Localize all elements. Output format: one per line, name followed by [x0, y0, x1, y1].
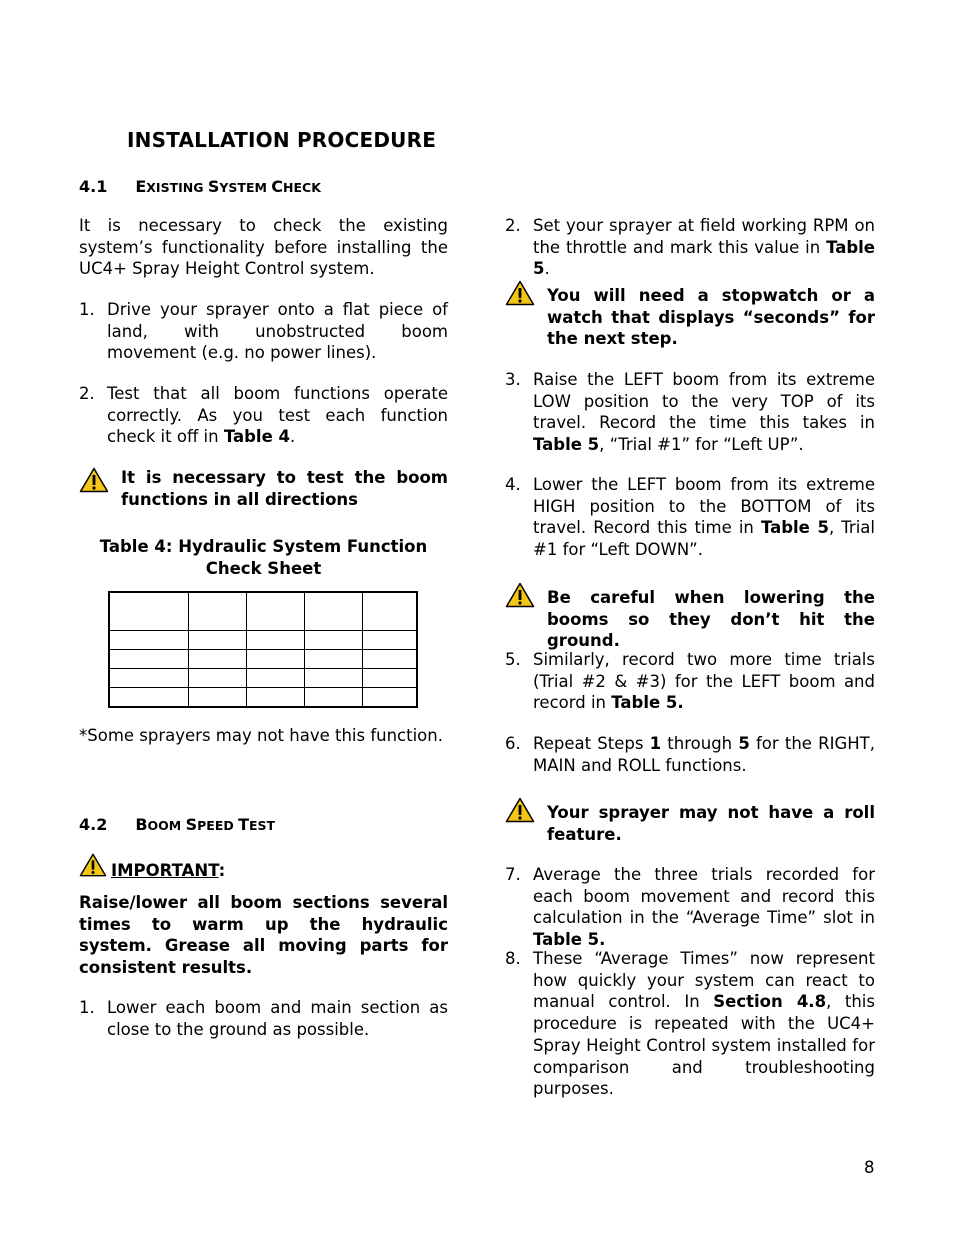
warning-careful-lowering: Be careful when lowering the booms so they don’t hit the ground. — [505, 582, 875, 626]
warning-roll-feature: Your sprayer may not have a roll feature. — [505, 797, 875, 841]
table-row — [109, 631, 417, 650]
warning-test-all-directions: It is necessary to test the boom functions in all directions — [79, 467, 448, 511]
warning-stopwatch: You will need a stopwatch or a watch that displays “seconds” for the next step. — [505, 280, 875, 346]
table-4-caption: Table 4: Hydraulic System Function Check Sheet — [99, 537, 428, 578]
section-4-2-heading: 4.2 BOOM SPEED TEST — [79, 815, 276, 834]
table-row — [109, 592, 417, 631]
warning-icon — [505, 280, 535, 306]
important-heading: IMPORTANT: — [79, 852, 448, 880]
table-row — [109, 650, 417, 669]
intro-paragraph: It is necessary to check the existing system’s functionality before installing the UC4+ Spray Height Control system. — [79, 216, 448, 279]
footnote-mark: * — [79, 726, 88, 745]
hydraulic-check-table — [108, 591, 418, 708]
warning-icon — [79, 467, 109, 493]
important-text: Raise/lower all boom sections several times to warm up the hydraulic system. Grease all moving parts for consistent results. — [79, 893, 448, 978]
table-row — [109, 669, 417, 688]
page-number: 8 — [864, 1158, 875, 1177]
section-4-1-heading: 4.1 EXISTING SYSTEM CHECK — [79, 177, 321, 196]
footnote: *Some sprayers may not have this function. — [79, 726, 443, 745]
table-row — [109, 688, 417, 708]
warning-icon — [505, 797, 535, 823]
page-title: INSTALLATION PROCEDURE — [127, 128, 437, 152]
warning-icon — [79, 852, 107, 878]
warning-icon — [505, 582, 535, 608]
